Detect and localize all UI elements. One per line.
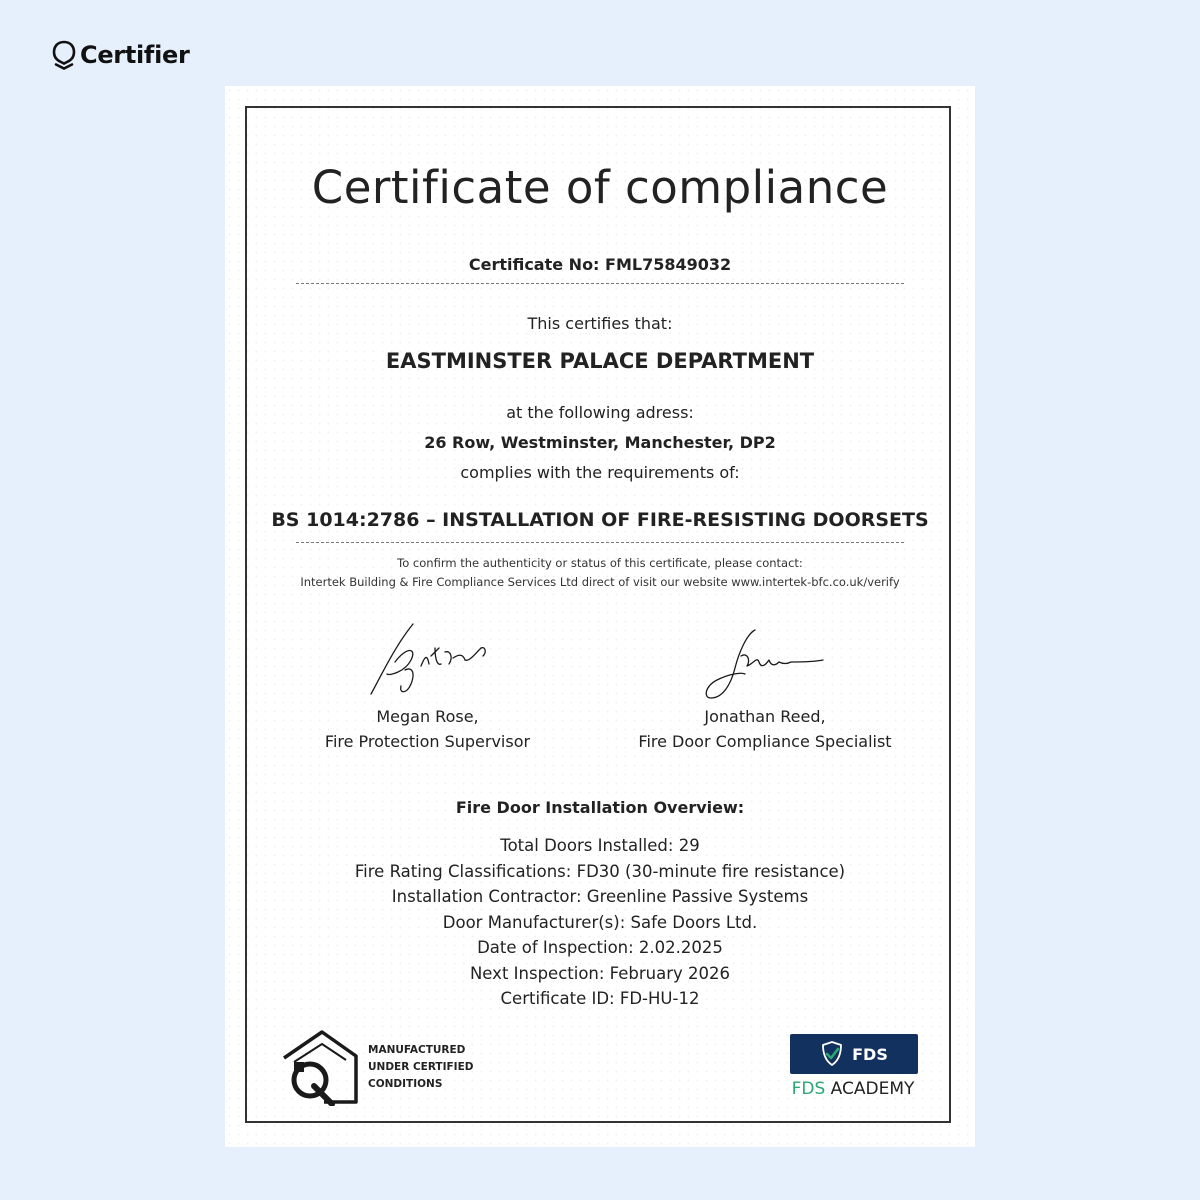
signatory-2: [620, 704, 910, 754]
standard-title: BS 1014:2786 – INSTALLATION OF FIRE-RESISTING DOORSETS: [271, 509, 929, 531]
contact-line-2: Intertek Building & Fire Compliance Services Ltd direct of visit our website www.intertek-bfc.co.uk/verify: [300, 575, 900, 589]
signatory-1-role: Fire Protection Supervisor: [324, 732, 531, 751]
fds-academy-label: [786, 1079, 920, 1099]
manufactured-line-3: CONDITIONS: [368, 1077, 443, 1090]
divider-bottom: [296, 542, 904, 543]
brand-name: Certifier: [80, 41, 190, 69]
certifies-text: This certifies that:: [527, 314, 673, 333]
q-house-icon: [280, 1028, 360, 1106]
certificate-number: Certificate No: FML75849032: [468, 255, 732, 274]
signature-megan-rose: [365, 618, 495, 698]
overview-item: Total Doors Installed: 29: [500, 836, 700, 855]
organization-name: EASTMINSTER PALACE DEPARTMENT: [385, 349, 815, 373]
fds-academy-prefix: FDS: [791, 1079, 826, 1099]
complies-text: complies with the requirements of:: [460, 463, 740, 482]
signatory-2-role: Fire Door Compliance Specialist: [638, 732, 892, 751]
fds-academy-suffix: ACADEMY: [830, 1079, 915, 1099]
fds-box-label: FDS: [852, 1044, 888, 1064]
fds-logo-box: [790, 1034, 918, 1074]
certificate-sheet: [225, 86, 975, 1147]
certifier-logo-icon: [52, 40, 76, 70]
shield-check-icon: [820, 1040, 844, 1068]
overview-item: Next Inspection: February 2026: [469, 964, 731, 983]
divider-top: [296, 283, 904, 284]
manufactured-line-2: UNDER CERTIFIED: [368, 1060, 474, 1073]
certificate-title: Certificate of compliance: [311, 161, 889, 214]
overview-item: Date of Inspection: 2.02.2025: [477, 938, 723, 957]
manufactured-line-1: MANUFACTURED: [368, 1043, 466, 1056]
overview-item: Certificate ID: FD-HU-12: [500, 989, 700, 1008]
signature-jonathan-reed: [701, 626, 826, 706]
signatory-1-name: Megan Rose,: [376, 707, 479, 726]
certifier-logo: [52, 40, 190, 70]
overview-item: Fire Rating Classifications: FD30 (30-minute fire resistance): [354, 862, 846, 881]
signatory-1: [305, 704, 550, 754]
contact-line-1: To confirm the authenticity or status of this certificate, please contact:: [397, 556, 803, 570]
manufactured-badge: [280, 1028, 473, 1106]
address-intro: at the following adress:: [506, 403, 694, 422]
overview-item: Installation Contractor: Greenline Passive Systems: [391, 887, 809, 906]
signatory-2-name: Jonathan Reed,: [704, 707, 826, 726]
overview-item: Door Manufacturer(s): Safe Doors Ltd.: [442, 913, 758, 932]
address: 26 Row, Westminster, Manchester, DP2: [424, 433, 776, 452]
overview-title: Fire Door Installation Overview:: [455, 798, 745, 817]
